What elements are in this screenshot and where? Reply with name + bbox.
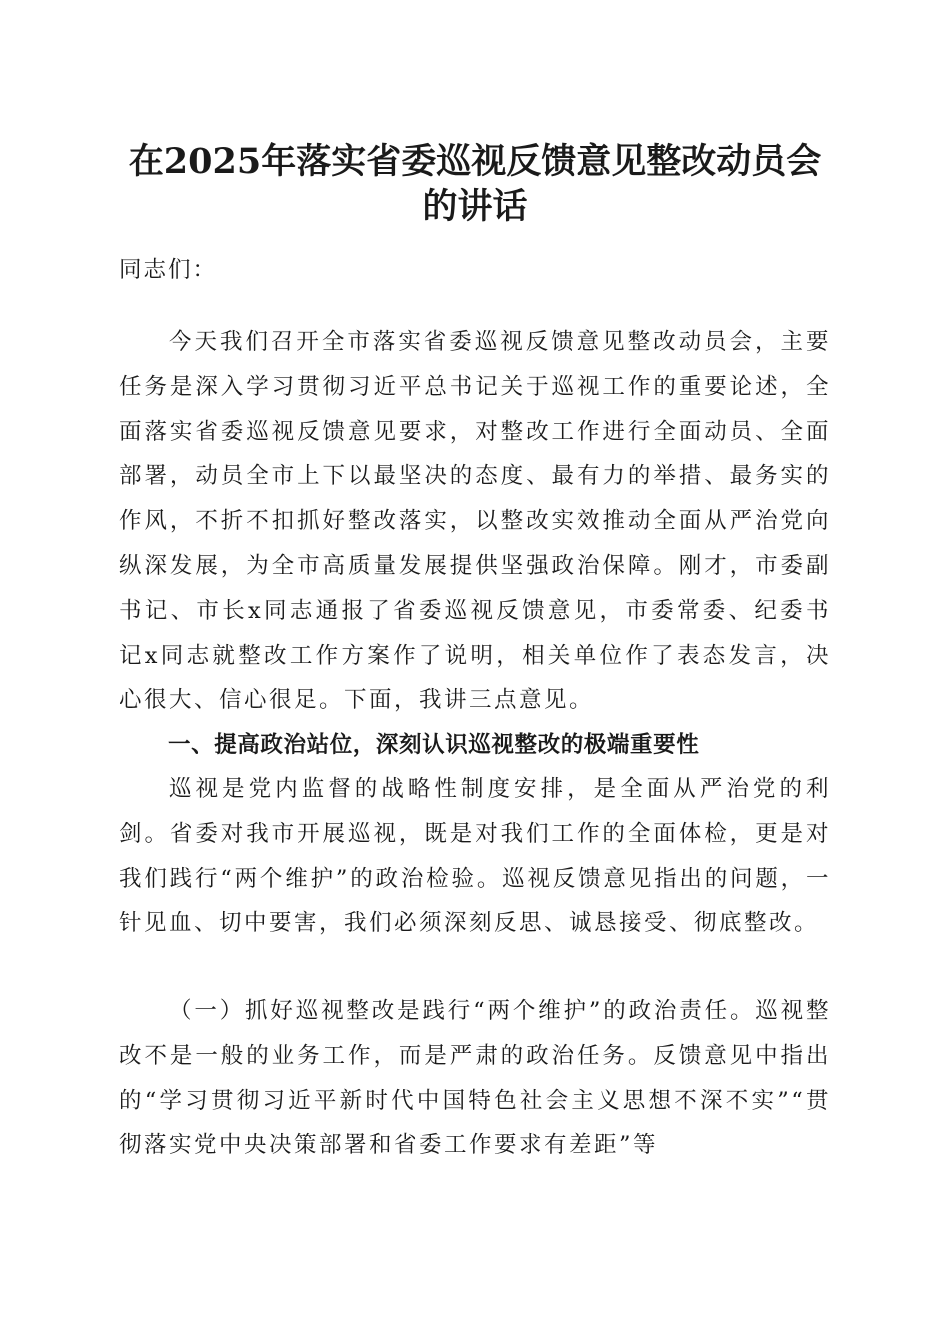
- document-title-line-2: 的讲话: [422, 186, 528, 227]
- paragraph-subsection-1: （一）抓好巡视整改是践行“两个维护”的政治责任。巡视整改不是一般的业务工作，而是严肃的政治任务。反馈意见中指出的“学习贯彻习近平新时代中国特色社会主义思想不深不实”“贯彻落实党中央决策部署和省委工作要求有差距”等: [119, 998, 831, 1159]
- greeting: 同志们：: [119, 257, 218, 283]
- paragraph-intro: 今天我们召开全市落实省委巡视反馈意见整改动员会，主要任务是深入学习贯彻习近平总书记关于巡视工作的重要论述，全面落实省委巡视反馈意见要求，对整改工作进行全面动员、全面部署，动员全市上下以最坚决的态度、最有力的举措、最务实的作风，不折不扣抓好整改落实，以整改实效推动全面从严治党向纵深发展，为全市高质量发展提供坚强政治保障。刚才，市委副书记、市长x同志通报了省委巡视反馈意见，市委常委、纪委书记x同志就整改工作方案作了说明，相关单位作了表态发言，决心很大、信心很足。下面，我讲三点意见。: [119, 329, 831, 714]
- paragraph-section-1-intro: 巡视是党内监督的战略性制度安排，是全面从严治党的利剑。省委对我市开展巡视，既是对我们工作的全面体检，更是对我们践行“两个维护”的政治检验。巡视反馈意见指出的问题，一针见血、切中要害，我们必须深刻反思、诚恳接受、彻底整改。: [119, 776, 831, 937]
- document-title-line-1: 在2025年落实省委巡视反馈意见整改动员会: [128, 141, 822, 182]
- section-heading-1: 一、提高政治站位，深刻认识巡视整改的极端重要性: [168, 732, 700, 758]
